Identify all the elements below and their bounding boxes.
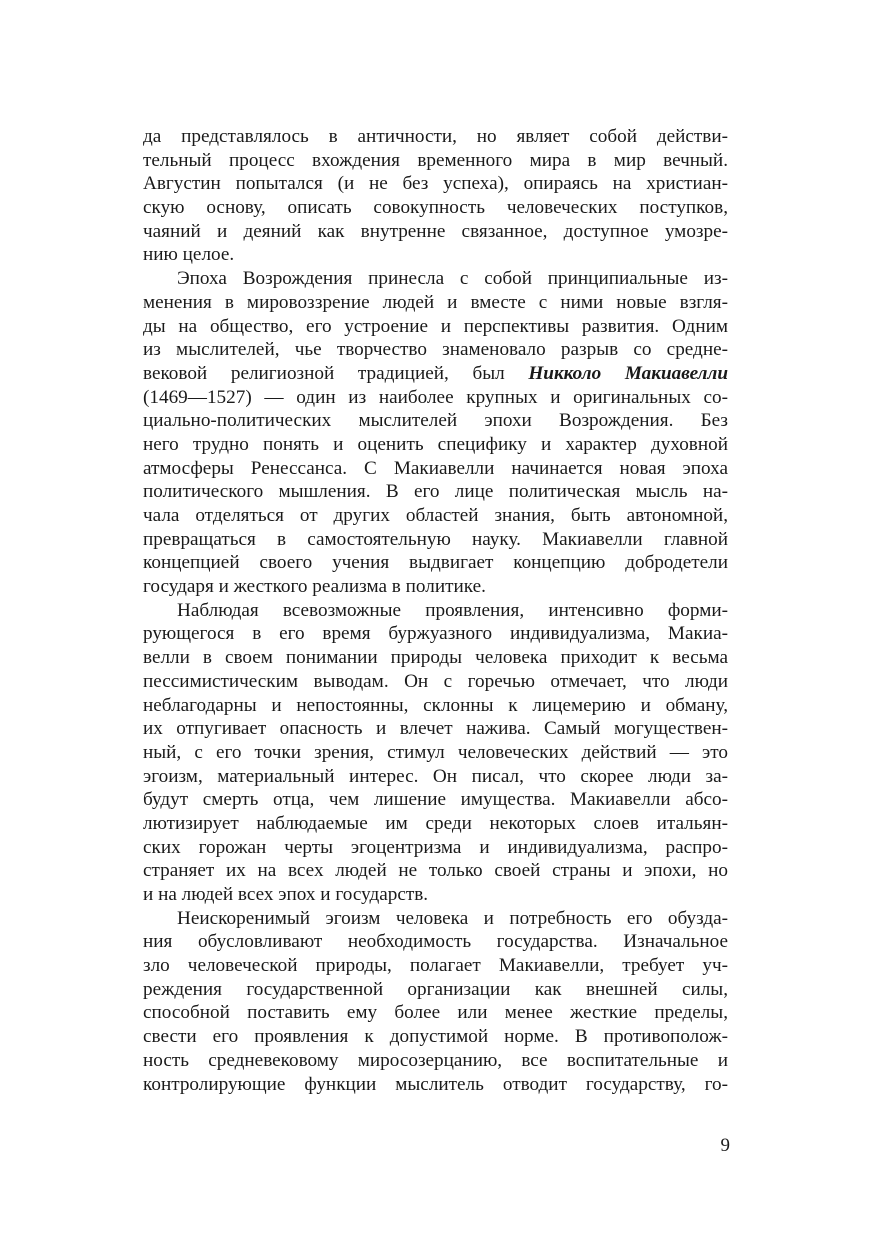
paragraph-4 (143, 907, 728, 1097)
text-line: (1469—1527) — один из наиболее крупных и оригинальных со- (143, 386, 728, 408)
text-line: скую основу, описать совокупность человеческих поступков, (143, 197, 728, 219)
text-line: Августин попытался (и не без успеха), опираясь на христиан- (143, 173, 728, 195)
text-line: контролирующие функции мыслитель отводит государству, го- (143, 1073, 728, 1095)
text-line: пессимистическим выводам. Он с горечью отмечает, что люди (143, 670, 728, 692)
text-line: ды на общество, его устроение и перспективы развития. Одним (143, 315, 728, 337)
text-line: страняет их на всех людей не только своей страны и эпохи, но (143, 860, 728, 882)
text-line: их отпугивает опасность и влечет нажива. Самый могуществен- (143, 718, 728, 740)
text-line: лютизирует наблюдаемые им среди некоторых слоев итальян- (143, 812, 728, 834)
text-line: велли в своем понимании природы человека приходит к весьма (143, 647, 728, 669)
text-line: Наблюдая всевозможные проявления, интенсивно форми- (177, 599, 728, 621)
text-line: будут смерть отца, чем лишение имущества. Макиавелли абсо- (143, 789, 728, 811)
text-line: политического мышления. В его лице политическая мысль на- (143, 481, 728, 503)
text-line: ских горожан черты эгоцентризма и индивидуализма, распро- (143, 836, 728, 858)
emphasized-name: Никколо Макиавелли (528, 362, 729, 384)
text-line: государя и жесткого реализма в политике. (143, 576, 486, 598)
text-line: концепцией своего учения выдвигает концепцию добродетели (143, 552, 728, 574)
text-line: неблагодарны и непостоянны, склонны к лицемерию и обману, (143, 694, 728, 716)
text-line: реждения государственной организации как внешней силы, (143, 978, 728, 1000)
text-line: Неискоренимый эгоизм человека и потребность его обузда- (177, 907, 728, 929)
text-line-with-emphasis (143, 362, 728, 386)
text-line: рующегося в его время буржуазного индивидуализма, Макиа- (143, 623, 728, 645)
paragraph-2 (143, 267, 728, 599)
text-line: ность средневековому миросозерцанию, все воспитательные и (143, 1049, 728, 1071)
text-line: менения в мировоззрение людей и вместе с ними новые взгля- (143, 291, 728, 313)
paragraph-3 (143, 599, 728, 907)
body-text (143, 125, 728, 1096)
text-line: да представлялось в античности, но являет собой действи- (143, 126, 728, 147)
text-line: зло человеческой природы, полагает Макиавелли, требует уч- (143, 955, 728, 977)
text-line: ния обусловливают необходимость государства. Изначальное (143, 931, 728, 953)
text-line: циально-политических мыслителей эпохи Возрождения. Без (143, 410, 728, 432)
paragraph-1 (143, 125, 728, 267)
text-line: превращаться в самостоятельную науку. Макиавелли главной (143, 528, 728, 550)
text-line: Эпоха Возрождения принесла с собой принципиальные из- (177, 268, 728, 290)
page-number: 9 (720, 1135, 730, 1156)
text-line: чаяний и деяний как внутренне связанное, доступное умозре- (143, 220, 728, 242)
text-line: нию целое. (143, 244, 235, 266)
text-line: свести его проявления к допустимой норме. В противополож- (143, 1026, 728, 1048)
text-line: ный, с его точки зрения, стимул человеческих действий — это (143, 741, 728, 763)
text-line: атмосферы Ренессанса. С Макиавелли начинается новая эпоха (143, 457, 728, 479)
text-line: из мыслителей, чье творчество знаменовало разрыв со средне- (143, 339, 728, 361)
text-line: него трудно понять и оценить специфику и характер духовной (143, 433, 728, 455)
text-line: и на людей всех эпох и государств. (143, 884, 429, 905)
text-line: эгоизм, материальный интерес. Он писал, что скорее люди за- (143, 765, 728, 787)
text-segment: вековой религиозной традицией, был (143, 362, 505, 384)
text-line: чала отделяться от других областей знания, быть автономной, (143, 505, 728, 526)
text-line: способной поставить ему более или менее жесткие пределы, (143, 1002, 728, 1024)
text-line: тельный процесс вхождения временного мира в мир вечный. (143, 149, 728, 171)
